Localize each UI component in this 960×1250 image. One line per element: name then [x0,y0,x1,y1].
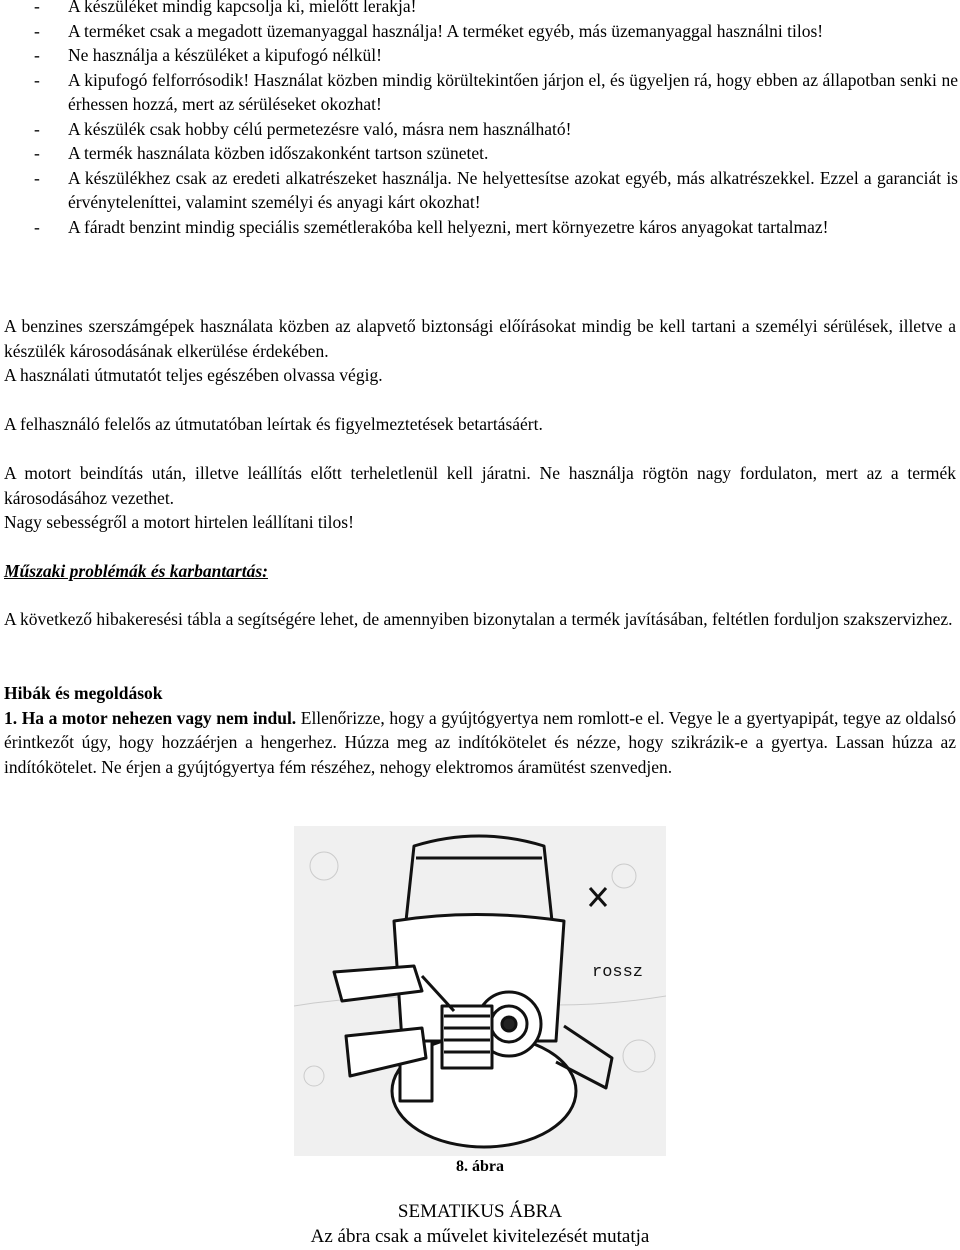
warning-text: A kipufogó felforrósodik! Használat közben mindig körültekintően járjon el, és ügyeljen rá, hogy ebben az állapotban senki ne érhessen hozzá, mert az sérüléseket okozhat! [68,69,958,114]
figure-label: rossz [592,963,644,982]
motor-warning-text: Nagy sebességről a motort hirtelen leállítani tilos! [4,512,354,532]
bullet-dash: - [34,20,40,41]
bullet-dash: - [34,143,40,163]
safety-paragraph [4,314,956,388]
warning-item [4,0,958,19]
motor-text: A motort beindítás után, illetve leállítás előtt terheletlenül kell járatni. Ne használja rögtön nagy fordulaton, mert az a termék károsodásához vezethet. [4,463,956,508]
sprayer-illustration [294,826,666,1156]
warning-item [4,141,958,166]
schema-title: SEMATIKUS ÁBRA [397,1201,563,1222]
problems-heading: Hibák és megoldások [4,683,163,703]
read-manual-text: A használati útmutatót teljes egészében olvassa végig. [4,365,383,385]
bullet-dash: - [34,45,40,65]
warning-text: A készüléket mindig kapcsolja ki, mielőtt lerakja! [68,0,417,16]
warning-item [4,215,958,240]
motor-paragraph [4,461,956,535]
safety-text: A benzines szerszámgépek használata közben az alapvető biztonsági előírásokat mindig be kell tartani a személyi sérülések, illetve a készülék károsodásának elkerülése érdekében. [4,316,956,361]
warning-list [4,0,958,239]
warning-item [4,19,958,44]
problem-title: 1. Ha a motor nehezen vagy nem indul. [4,707,297,728]
warning-item [4,43,958,68]
bullet-dash: - [34,216,40,237]
figure-caption: 8. ábra [456,1158,504,1175]
warning-text: A fáradt benzint mindig speciális szemétlerakóba kell helyezni, mert környezetre káros anyagokat tartalmaz! [68,216,829,237]
warning-item [4,68,958,117]
responsibility-paragraph: A felhasználó felelős az útmutatóban leírtak és figyelmeztetések betartásáért. [4,414,543,434]
warning-text: A készülék csak hobby célú permetezésre való, másra nem használható! [68,118,572,139]
warning-text: Ne használja a készüléket a kipufogó nélkül! [68,45,382,65]
warning-text: A készülékhez csak az eredeti alkatrészeket használja. Ne helyettesítse azokat egyéb, más alkatrészekkel. Ezzel a garanciát is érvényteleníttei, valamint személyi és anyagi kárt okozhat! [68,167,958,212]
warning-item [4,166,958,215]
schema-subtitle: Az ábra csak a művelet kivitelezését mutatja [310,1226,650,1247]
problems-section [4,681,956,779]
bullet-dash: - [34,118,40,139]
problem-text: Ellenőrizze, hogy a gyújtógyertya nem romlott-e el. Vegye le a gyertyapipát, tegye az oldalsó érintkezőt úgy, hogy hozzáérjen a hengerhez. Húzza meg az indítókötelet és nézze, hogy szikrázik-e a gyertya. Lassan húzza az indítókötelet. Ne érjen a gyújtógyertya fém részéhez, nehogy elektromos áramütést szenvedjen. [4,707,956,777]
warning-text: A termék használata közben időszakonként tartson szünetet. [68,143,489,163]
warning-item [4,117,958,142]
warning-text: A terméket csak a megadott üzemanyaggal használja! A terméket egyéb, más üzemanyaggal használni tilos! [68,20,824,41]
section-heading: Műszaki problémák és karbantartás: [4,561,268,581]
troubleshoot-intro: A következő hibakeresési tábla a segítségére lehet, de amennyiben bizonytalan a termék javításában, feltétlen forduljon szakszervizhez. [4,609,953,629]
bullet-dash: - [34,69,40,90]
bullet-dash: - [34,0,40,16]
sprayer-figure [294,826,666,1156]
bullet-dash: - [34,167,40,188]
